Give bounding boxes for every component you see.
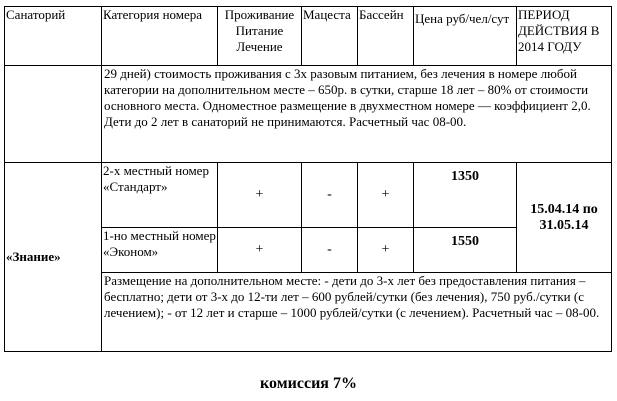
- room-services: +: [218, 228, 302, 273]
- price-table: [4, 6, 612, 352]
- top-note-row: [5, 66, 612, 163]
- top-note-blank: [5, 66, 102, 163]
- sanatorium-name: «Знание»: [5, 163, 102, 352]
- period-value: 15.04.14 по 31.05.14: [517, 163, 612, 273]
- room-pool: +: [358, 163, 414, 228]
- header-row: [5, 7, 612, 66]
- header-period: ПЕРИОД ДЕЙСТВИЯ В 2014 ГОДУ: [517, 7, 612, 66]
- header-service-treatment: Лечение: [236, 39, 283, 54]
- room-services: +: [218, 163, 302, 228]
- room-pool: +: [358, 228, 414, 273]
- room-row: [5, 163, 612, 228]
- room-price: 1350: [414, 163, 517, 228]
- commission-text: комиссия 7%: [260, 375, 357, 392]
- header-matsesta: Мацеста: [302, 7, 358, 66]
- header-price: Цена руб/чел/сут: [414, 7, 517, 66]
- bottom-note: Размещение на дополнительном месте: - дети до 3-х лет без предоставления питания – бесплатно; дети от 3-х до 12-ти лет – 600 рублей/сутки (без лечения), 750 руб./сутки (с лечением); - от 12 лет и старше – 1000 рублей/сутки (с лечением). Расчетный час – 08-00.: [102, 273, 612, 352]
- header-service-accommodation: Проживание: [224, 7, 295, 22]
- room-matsesta: -: [302, 228, 358, 273]
- room-category: 2-х местный номер «Стандарт»: [102, 163, 218, 228]
- header-service-meals: Питание: [235, 23, 284, 38]
- top-note: 29 дней) стоимость проживания с 3х разовым питанием, без лечения в номере любой категории на дополнительном месте – 650р. в сутки, старше 18 лет – 80% от стоимости основного места. Одноместное размещение в двухместном номере — коэффициент 2,0. Дети до 2 лет в санаторий не принимаются. Расчетный час 08-00.: [102, 66, 612, 163]
- header-sanatorium: Санаторий: [5, 7, 102, 66]
- header-pool: Бассейн: [358, 7, 414, 66]
- header-category: Категория номера: [102, 7, 218, 66]
- room-matsesta: -: [302, 163, 358, 228]
- room-price: 1550: [414, 228, 517, 273]
- header-services: [218, 7, 302, 66]
- room-category: 1-но местный номер «Эконом»: [102, 228, 218, 273]
